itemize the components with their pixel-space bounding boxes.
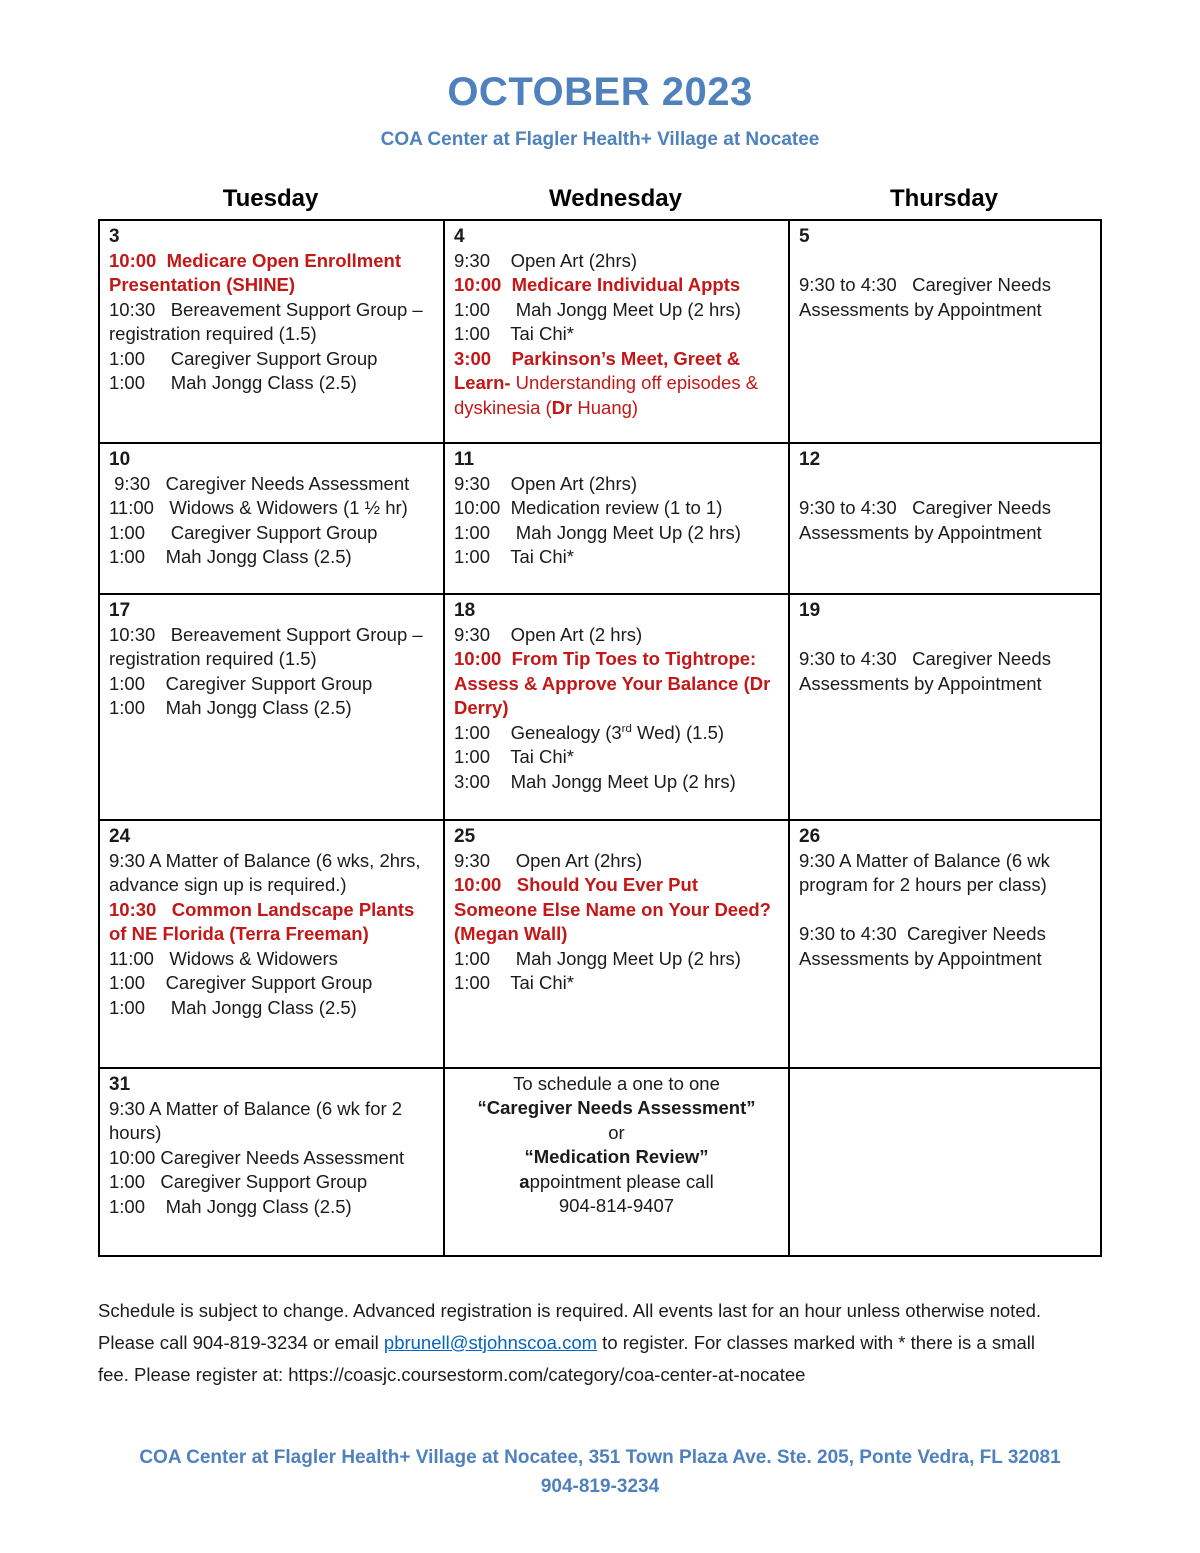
date-number: 19 (799, 600, 821, 621)
event-line (454, 545, 779, 569)
event-line (109, 1170, 434, 1194)
event-text-run (799, 473, 804, 494)
calendar-day-cell-24 (99, 820, 444, 1068)
event-text-run: 1:00 Mah Jongg Class (2.5) (109, 546, 352, 568)
event-text-run: 10:30 Bereavement Support Group – registration required (1.5) (109, 624, 428, 670)
calendar-day-cell-3 (99, 220, 444, 443)
event-text-run: ppointment please call (529, 1170, 714, 1192)
page-title: OCTOBER 2023 (447, 70, 753, 114)
event-text-run: Wed) (1.5) (631, 721, 725, 743)
event-text-run: 1:00 Caregiver Support Group (109, 672, 373, 694)
event-text-run: 1:00 Mah Jongg Meet Up (2 hrs) (454, 947, 741, 969)
event-text-run: 9:30 Open Art (2 hrs) (454, 624, 643, 646)
calendar-day-cell-18 (444, 594, 789, 820)
calendar-week-row (99, 1068, 1101, 1256)
event-text-run: 9:30 A Matter of Balance (6 wks, 2hrs, advance sign up is required.) (109, 850, 426, 896)
event-line (454, 347, 779, 420)
calendar-week-row (99, 443, 1101, 594)
event-line (109, 545, 434, 569)
event-line (454, 249, 779, 273)
event-line (109, 496, 434, 520)
event-text-run: 1:00 Tai Chi* (454, 746, 574, 768)
event-text-run: 9:30 A Matter of Balance (6 wk program for 2 hours per class) (799, 850, 1056, 896)
footer-contact (0, 1444, 1200, 1501)
event-line (109, 298, 434, 347)
event-line (109, 849, 434, 898)
event-text-run: 1:00 Mah Jongg Class (2.5) (109, 372, 357, 394)
event-line (799, 273, 1091, 322)
calendar-day-cell-17 (99, 594, 444, 820)
event-line (454, 1194, 779, 1218)
calendar-day-cell-5 (789, 220, 1101, 443)
footer-address: COA Center at Flagler Health+ Village at Nocatee, 351 Town Plaza Ave. Ste. 205, Ponte Vedra, FL 32081 (139, 1447, 1061, 1469)
event-text-run: 1:00 Mah Jongg Class (2.5) (109, 697, 352, 719)
event-text-run: Huang) (572, 396, 639, 418)
event-line (454, 947, 779, 971)
calendar-day-cell-12 (789, 443, 1101, 594)
event-text-run: 10:30 Common Landscape Plants of NE Florida (Terra Freeman) (109, 898, 420, 945)
event-text-run: 1:00 Tai Chi* (454, 972, 574, 994)
event-text-run: To schedule a one to one (513, 1073, 720, 1094)
event-line (454, 298, 779, 322)
date-number: 18 (454, 600, 476, 621)
event-line (799, 922, 1091, 971)
event-text-run (799, 250, 804, 271)
event-text-run: 10:00 Should You Ever Put Someone Else Name on Your Deed? (Megan Wall) (454, 874, 777, 945)
event-line (454, 1170, 779, 1194)
event-line (109, 696, 434, 720)
spacer-line (799, 472, 1091, 496)
event-text-run: 1:00 Caregiver Support Group (109, 1171, 368, 1193)
calendar-day-cell-26 (789, 820, 1101, 1068)
event-line (799, 496, 1091, 545)
calendar-day-cell-25 (444, 820, 789, 1068)
event-line (454, 873, 779, 946)
event-text-run: 9:30 to 4:30 Caregiver Needs Assessments by Appointment (799, 648, 1056, 694)
event-line (109, 521, 434, 545)
calendar-week-row (99, 820, 1101, 1068)
date-number: 26 (799, 826, 821, 847)
event-text-run: 10:30 Bereavement Support Group – registration required (1.5) (109, 298, 428, 345)
event-line (799, 849, 1091, 898)
event-line (454, 1121, 779, 1145)
event-text-run: 10:00 Caregiver Needs Assessment (109, 1146, 405, 1168)
date-number: 10 (109, 449, 131, 470)
date-number: 5 (799, 226, 810, 247)
event-line (109, 1146, 434, 1170)
date-number: 17 (109, 600, 131, 621)
calendar-day-cell-4 (444, 220, 789, 443)
event-line (109, 371, 434, 395)
event-line (454, 1072, 779, 1096)
event-line (454, 647, 779, 720)
event-text-run: 904-814-9407 (558, 1195, 675, 1217)
event-line (109, 472, 434, 496)
event-text-run: 9:30 to 4:30 Caregiver Needs Assessments by Appointment (799, 274, 1056, 320)
event-text-run: 3:00 Parkinson’s Meet, Greet & Learn- (454, 347, 746, 394)
spacer-line (799, 623, 1091, 647)
event-text-run: 11:00 Widows & Widowers (1 ½ hr) (109, 497, 408, 519)
event-line (109, 623, 434, 672)
schedule-note-cell (444, 1068, 789, 1256)
event-line (454, 721, 779, 745)
event-line (454, 745, 779, 769)
event-text-run: Understanding off episodes & dyskinesia ( (454, 372, 764, 418)
event-text-run: 3:00 Mah Jongg Meet Up (2 hrs) (454, 770, 736, 792)
date-number: 12 (799, 449, 821, 470)
date-number: 3 (109, 226, 120, 247)
event-text-run: 1:00 Tai Chi* (454, 546, 574, 568)
date-number: 31 (109, 1074, 131, 1095)
footer-phone: 904-819-3234 (540, 1475, 660, 1497)
event-line (454, 623, 779, 647)
event-text-run: 10:00 Medication review (1 to 1) (454, 497, 723, 519)
event-text-run: a (519, 1170, 530, 1192)
day-header-thursday: Thursday (889, 185, 999, 212)
event-text-run: or (608, 1121, 625, 1143)
event-line (454, 496, 779, 520)
event-line (454, 322, 779, 346)
event-text-run (799, 624, 804, 645)
day-header-tuesday: Tuesday (222, 185, 319, 212)
event-text-run: 9:30 Caregiver Needs Assessment (109, 473, 410, 495)
event-text-run (799, 899, 804, 920)
event-text-run: 10:00 Medicare Open Enrollment Presentation (SHINE) (109, 250, 407, 296)
event-line (454, 971, 779, 995)
event-text-run: 1:00 Genealogy (3 (454, 721, 622, 743)
event-line (454, 849, 779, 873)
calendar-week-row (99, 220, 1101, 443)
date-number: 25 (454, 826, 476, 847)
event-line (454, 1145, 779, 1169)
event-text-run: Dr (551, 396, 573, 418)
calendar-day-cell-11 (444, 443, 789, 594)
event-text-run: 1:00 Mah Jongg Meet Up (2 hrs) (454, 521, 741, 543)
event-text-run: 9:30 to 4:30 Caregiver Needs Assessments by Appointment (799, 497, 1056, 543)
event-text-run: 1:00 Caregiver Support Group (109, 347, 378, 369)
empty-cell (789, 1068, 1101, 1256)
event-line (109, 971, 434, 995)
event-text-run: 11:00 Widows & Widowers (109, 947, 338, 969)
event-line (109, 898, 434, 947)
event-line (109, 249, 434, 298)
event-text-run: 9:30 to 4:30 Caregiver Needs Assessments by Appointment (799, 923, 1050, 969)
event-text-run: rd (621, 722, 632, 735)
event-text-run: “Medication Review” (524, 1146, 709, 1168)
calendar-week-row (99, 594, 1101, 820)
note-text: Schedule is subject to change. Advanced registration is required. All events last for an hour unless otherwise noted. Please call 904-819-3234 or email (98, 1300, 1042, 1353)
event-text-run: 1:00 Caregiver Support Group (109, 972, 373, 994)
event-line (109, 1195, 434, 1219)
event-line (454, 1096, 779, 1120)
event-line (454, 521, 779, 545)
event-line (109, 347, 434, 371)
calendar-day-cell-19 (789, 594, 1101, 820)
event-text-run: 1:00 Tai Chi* (454, 323, 574, 345)
event-line (109, 672, 434, 696)
date-number: 11 (454, 449, 475, 470)
event-text-run: 9:30 Open Art (2hrs) (454, 250, 638, 272)
event-line (109, 1097, 434, 1146)
event-text-run: 9:30 A Matter of Balance (6 wk for 2 hours) (109, 1098, 408, 1144)
date-number: 4 (454, 226, 465, 247)
event-text-run: 1:00 Mah Jongg Class (2.5) (109, 996, 357, 1018)
calendar-table (98, 219, 1102, 1257)
event-text-run: 1:00 Mah Jongg Meet Up (2 hrs) (454, 298, 741, 320)
note-text: to register. For classes marked with * there is a small fee. Please register at: https://coasjc.coursestorm.com/category/coa-center-at-nocatee (98, 1331, 1036, 1385)
event-line (109, 996, 434, 1020)
day-header-row (98, 185, 1100, 213)
event-text-run: 1:00 Mah Jongg Class (2.5) (109, 1195, 352, 1217)
page-subtitle: COA Center at Flagler Health+ Village at Nocatee (380, 129, 820, 150)
registration-note (98, 1295, 1063, 1390)
event-text-run: 9:30 Open Art (2hrs) (454, 850, 643, 872)
email-link[interactable]: pbrunell@stjohnscoa.com (383, 1331, 598, 1353)
event-text-run: 10:00 From Tip Toes to Tightrope: Assess & Approve Your Balance (Dr Derry) (454, 648, 776, 719)
event-line (799, 647, 1091, 696)
event-text-run: 10:00 Medicare Individual Appts (454, 274, 741, 296)
spacer-line (799, 898, 1091, 922)
event-line (454, 770, 779, 794)
day-header-wednesday: Wednesday (549, 185, 682, 212)
event-line (109, 947, 434, 971)
event-text-run: 1:00 Caregiver Support Group (109, 521, 378, 543)
event-text-run: 9:30 Open Art (2hrs) (454, 473, 638, 495)
event-line (454, 472, 779, 496)
calendar-day-cell-10 (99, 443, 444, 594)
spacer-line (799, 249, 1091, 273)
date-number: 24 (109, 826, 131, 847)
event-line (454, 273, 779, 297)
calendar-day-cell-31 (99, 1068, 444, 1256)
event-text-run: “Caregiver Needs Assessment” (477, 1097, 756, 1119)
